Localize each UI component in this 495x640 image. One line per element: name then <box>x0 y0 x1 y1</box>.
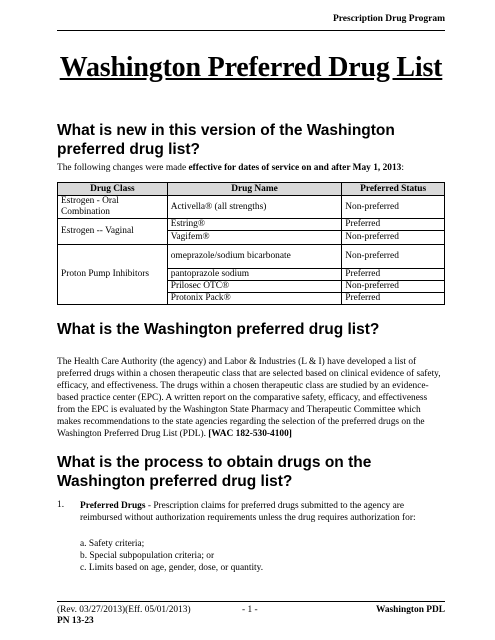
footer-doc-title: Washington PDL <box>375 605 445 615</box>
drug-name-cell: Estring® <box>167 219 342 231</box>
status-cell: Non-preferred <box>342 245 445 269</box>
table-header-row <box>58 183 445 196</box>
drug-name-cell: Activella® (all strengths) <box>167 196 342 219</box>
header-program: Prescription Drug Program <box>332 14 445 24</box>
column-header: Drug Class <box>58 183 168 196</box>
section2-text: The Health Care Authority (the agency) and Labor & Industries (L & I) have developed a list of preferred drugs within a chosen therapeutic class that are selected based on clinical evidence of safety, efficacy, and effectiveness. The drugs within a chosen therapeutic class are studied by an evidence-based practice center (EPC). A written report on the comparative safety, efficacy, and effectiveness from the EPC is evaluated by the Washington State Pharmacy and Therapeutic Committee which makes recommendations to the state agencies regarding the selection of the preferred drugs on the Washington Preferred Drug List (PDL). <box>57 357 441 439</box>
drug-name-cell: Prilosec OTC® <box>167 281 342 293</box>
list-subitem: c. Limits based on age, gender, dose, or quantity. <box>80 563 264 573</box>
drug-class-cell: Estrogen - Oral Combination <box>58 196 168 219</box>
footer-pn: PN 13-23 <box>57 616 94 626</box>
list-subitem: a. Safety criteria; <box>80 539 145 549</box>
status-cell: Preferred <box>342 293 445 305</box>
column-header: Drug Name <box>167 183 342 196</box>
status-cell: Non-preferred <box>342 231 445 245</box>
wac-citation: [WAC 182-530-4100] <box>208 429 292 439</box>
intro-effective-date: effective for dates of service on and after May 1, 2013 <box>188 163 402 173</box>
status-cell: Preferred <box>342 219 445 231</box>
status-cell: Non-preferred <box>342 196 445 219</box>
section2-body <box>57 356 445 440</box>
preferred-drugs-text: - Prescription claims for preferred drugs submitted to the agency are reimbursed without authorization requirements unless the drug requires authorization for: <box>80 501 416 523</box>
section1-heading: What is new in this version of the Washington preferred drug list? <box>57 122 395 158</box>
section1-intro <box>57 162 445 174</box>
preferred-drugs-label: Preferred Drugs <box>80 501 146 511</box>
column-header: Preferred Status <box>342 183 445 196</box>
drug-name-cell: Protonix Pack® <box>167 293 342 305</box>
intro-text: The following changes were made <box>57 163 189 173</box>
footer-rule <box>57 601 445 602</box>
status-cell: Preferred <box>342 269 445 281</box>
drug-class-cell: Proton Pump Inhibitors <box>58 245 168 305</box>
intro-colon: : <box>401 163 404 173</box>
drug-changes-table <box>57 182 445 305</box>
table-row <box>58 219 445 231</box>
table-row <box>58 196 445 219</box>
list-number: 1. <box>57 500 65 510</box>
drug-name-cell: Vagifem® <box>167 231 342 245</box>
drug-class-cell: Estrogen -- Vaginal <box>58 219 168 245</box>
table-row <box>58 245 445 269</box>
header-rule <box>57 30 445 31</box>
drug-name-cell: omeprazole/sodium bicarbonate <box>167 245 342 269</box>
preferred-drugs-item <box>80 500 445 524</box>
footer-revision: (Rev. 03/27/2013)(Eff. 05/01/2013) <box>57 605 191 615</box>
drug-name-cell: pantoprazole sodium <box>167 269 342 281</box>
status-cell: Non-preferred <box>342 281 445 293</box>
section2-heading: What is the Washington preferred drug list? <box>57 321 380 338</box>
page-number: - 1 - <box>242 605 258 615</box>
section3-heading: What is the process to obtain drugs on the Washington preferred drug list? <box>57 454 372 490</box>
page-title: Washington Preferred Drug List <box>59 52 443 83</box>
list-subitem: b. Special subpopulation criteria; or <box>80 551 215 561</box>
